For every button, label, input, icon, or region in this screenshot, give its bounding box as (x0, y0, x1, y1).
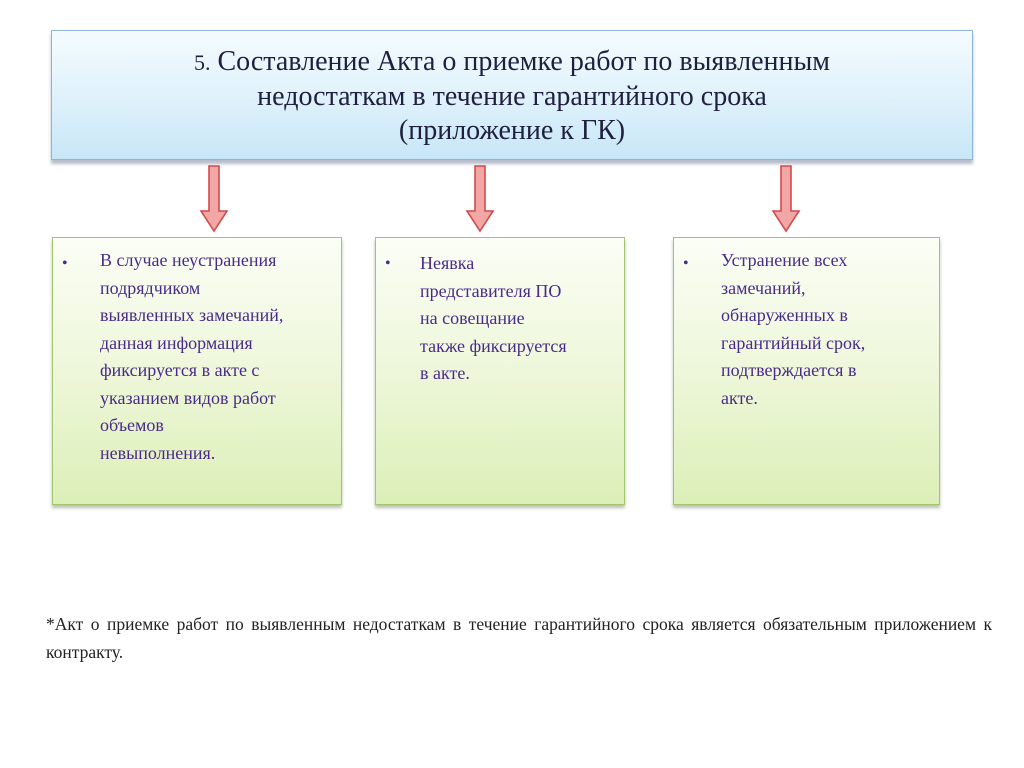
title-line-1 (52, 45, 972, 80)
card-bullet: • (385, 255, 391, 272)
card-bullet: • (62, 255, 68, 272)
down-arrow-icon (199, 165, 229, 233)
title-text-1: Составление Акта о приемке работ по выявленным (217, 46, 831, 77)
card-middle (375, 237, 625, 505)
card-text: Неявка представителя ПО на совещание также фиксируется в акте. (420, 253, 567, 383)
title-line-2: недостаткам в течение гарантийного срока (257, 81, 767, 112)
title-box (51, 30, 973, 160)
card-bullet: • (683, 255, 689, 272)
footnote: *Акт о приемке работ по выявленным недостаткам в течение гарантийного срока является обязательным приложением к контракту. (46, 614, 992, 662)
card-left (52, 237, 342, 505)
card-text: Устранение всех замечаний, обнаруженных в гарантийный срок, подтверждается в акте. (721, 250, 866, 408)
card-text: В случае неустранения подрядчиком выявленных замечаний, данная информация фиксируется в акте с указанием видов работ объемов невыполнения. (100, 250, 284, 463)
down-arrow-icon (771, 165, 801, 233)
card-right (673, 237, 940, 505)
title-line-3: (приложение к ГК) (398, 115, 626, 146)
down-arrow-icon (465, 165, 495, 233)
title-number: 5. (193, 50, 211, 75)
